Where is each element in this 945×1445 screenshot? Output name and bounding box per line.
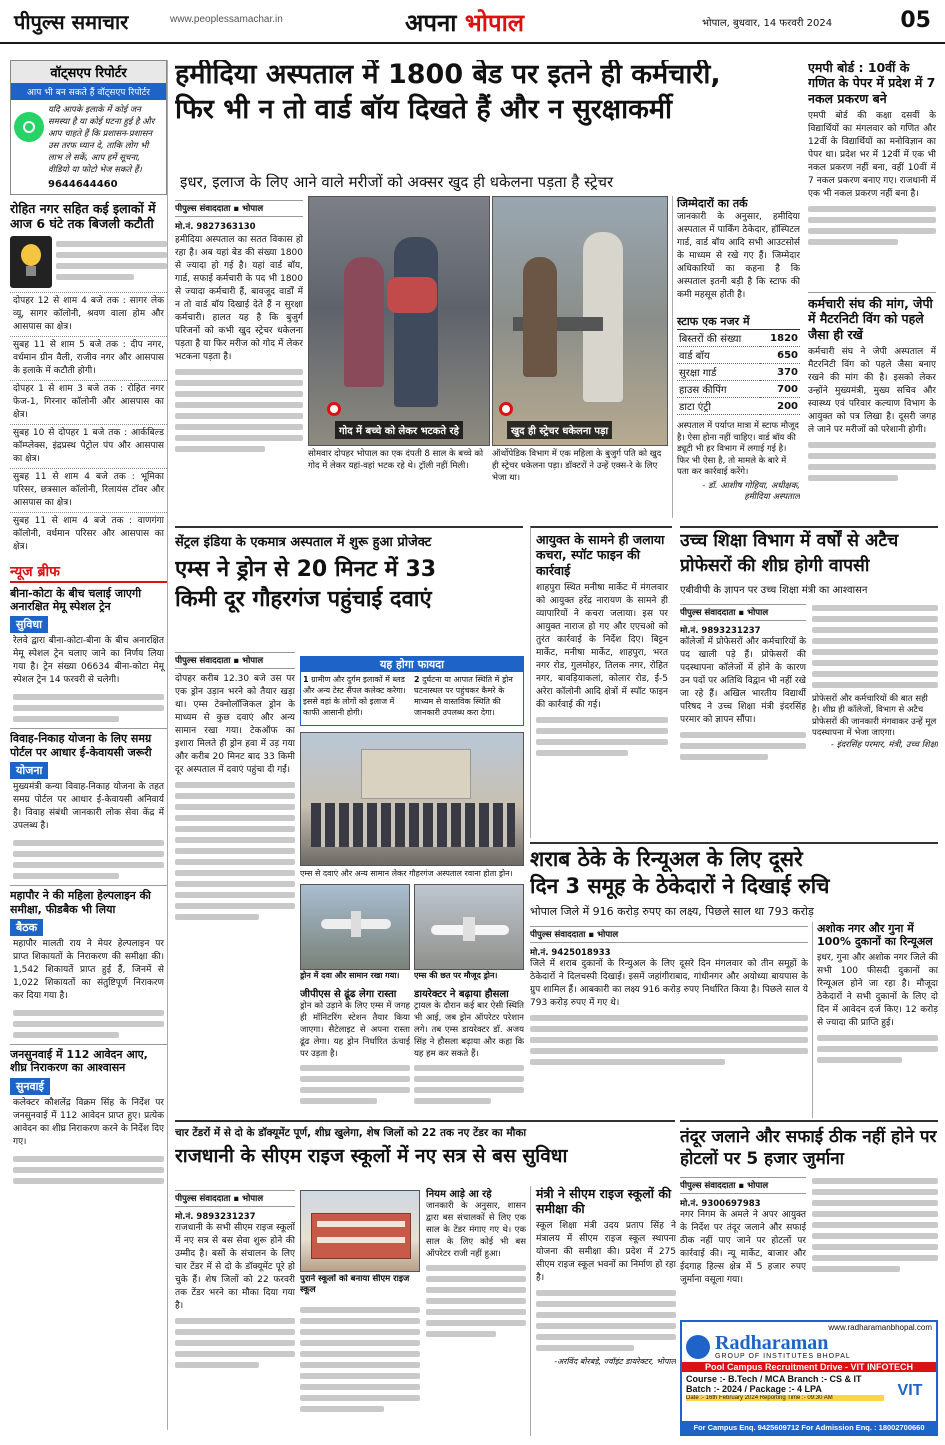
higher-edu-headline-line-2: प्रोफेसरों की शीघ्र होगी वापसी	[680, 555, 870, 576]
quote-attribution: - डॉ. आशीष गोहिया, अधीक्षक, हमीदिया अस्पताल	[702, 480, 800, 502]
news-brief	[10, 562, 167, 1184]
higher-edu-mobile: मो.नं. 9893231237	[680, 625, 761, 636]
aiims-body: दोपहर करीब 12.30 बजे उस पर एक ड्रोन उड़ान भरने को तैयार खड़ा था। एम्स टेक्नोलॉजिकल ड्रोन के माध्यम से कुछ दवाएं और अन्य सामान रखा गया। टेकऑफ का इशारा मिलते ही ड्रोन हवा में उड़ गया और करीब 20 मिनट बाद 33 किमी दूर अस्पताल में दवाएं पहुंचा दी गईं।	[175, 674, 295, 775]
bulb-icon	[10, 236, 52, 288]
advertisement[interactable]	[680, 1320, 938, 1436]
ad-batch: Batch :- 2024 / Package :- 4 LPA	[686, 1384, 822, 1394]
higher-edu-deck: एबीवीपी के ज्ञापन पर उच्च शिक्षा मंत्री का आश्वासन	[680, 584, 868, 596]
brief-headline: विवाह-निकाह योजना के लिए समग्र पोर्टल पर आधार ई-केवायसी जरूरी	[10, 732, 152, 759]
aiims-headline-line-2: किमी दूर गौहरगंज पहुंचाई दवाएं	[175, 586, 432, 612]
board-exam-headline: एमपी बोर्ड : 10वीं के गणित के पेपर में प्रदेश में 7 नकल प्रकरण बने	[808, 60, 936, 106]
review-body: स्कूल शिक्षा मंत्री उदय प्रताप सिंह ने मंत्रालय में सीएम राइज स्कूल स्थापना योजना की समीक्षा की। प्रदेश में 275 सीएम राइज स्कूल भवनों का निर्माण हो रहा है।	[536, 1220, 676, 1283]
quote-text: अस्पताल में पर्याप्त मात्रा में स्टाफ मौजूद है। ऐसा होना नहीं चाहिए। वार्ड बॉय की ड्यूटी भी हर विभाग में लगाई गई है। फिर भी ऐसा है, तो मामले के बारे में पता कर कार्रवाई करेंगे।	[677, 421, 799, 477]
board-exam-story	[808, 60, 936, 290]
brief-headline: बीना-कोटा के बीच चलाई जाएगी अनारक्षित मेमू स्पेशल ट्रेन	[10, 586, 142, 613]
liquor-headline-line-1: शराब ठेके के रिन्यूअल के लिए दूसरे	[530, 847, 803, 871]
lead-headline-line-2: फिर भी न तो वार्ड बॉय दिखते हैं और न सुरक्षाकर्मी	[175, 94, 673, 126]
aiims-headline-line-1: एम्स ने ड्रोन से 20 मिनट में 33	[175, 557, 437, 582]
sidebar-body: जानकारी के अनुसार, हमीदिया अस्पताल में पार्किंग ठेकेदार, हॉस्पिटल गार्ड, वार्ड बॉय आदि सभी आउटसोर्स के माध्यम से रखे गए हैं। जिम्मेदार अधिकारियों का कहना है कि अस्पताल इतनी बड़ी है कि स्टाफ की कमी महसूस होती है।	[677, 212, 800, 300]
lead-byline: पीपुल्स संवाददाता ▪ भोपाल	[175, 200, 303, 217]
cm-rise-headline: राजधानी के सीएम राइज स्कूलों में नए सत्र से बस सुविधा	[175, 1145, 568, 1167]
aiims-story-head	[175, 526, 523, 644]
brief-item	[10, 728, 167, 879]
left-column	[10, 60, 168, 1430]
pointer-dot	[499, 402, 513, 416]
quote-attribution: - इंदरसिंह परमार, मंत्री, उच्च शिक्षा	[830, 739, 938, 750]
benefit-number: 1	[303, 675, 309, 684]
brief-item	[10, 885, 167, 1038]
lead-headline	[175, 60, 795, 170]
cm-rise-byline: पीपुल्स संवाददाता ▪ भोपाल	[175, 1190, 295, 1207]
masthead	[0, 0, 945, 44]
brief-body: महापौर मालती राय ने मेयर हेल्पलाइन पर प्राप्त शिकायतों के निराकरण की समीक्षा की। 1,542 शिकायतें प्राप्त हुई हैं, जिनमें से 1,022 शिकायतों का संतुष्टिपूर्ण निराकरण कर दिया गया है।	[13, 938, 164, 1001]
page-number: 05	[900, 8, 931, 33]
liquor-side-body: इधर, गुना और अशोक नगर जिले की सभी 100 फीसदी दुकानों का रिन्यूअल होने जा रहा है। मौजूदा ठेकेदारों ने सभी दुकानों के लिए दो दिन में आवेदन दर्ज किए। 12 करोड़ से ज्यादा की प्राप्ति हुई।	[817, 952, 938, 1028]
crowd	[311, 803, 515, 847]
tandoor-story	[680, 1120, 938, 1318]
quote-box	[677, 421, 800, 504]
ad-date: Date :- 16th February 2024 Reporting Time :- 09:30 AM	[686, 1395, 884, 1401]
liquor-body-columns	[530, 922, 808, 1118]
higher-edu-body: कॉलेजों में प्रोफेसरों और कर्मचारियों के पद खाली पड़े हैं। प्रोफेसरों की पदस्थापना कॉलेजों में होने के कारण उन पदों पर अतिथि विद्वान भी नहीं रखे जा रहे हैं। अखिल भारतीय विद्यार्थी परिषद ने उच्च शिक्षा मंत्री इंदरसिंह परमार को ज्ञापन सौंपा।	[680, 636, 806, 725]
lead-sidebar	[672, 196, 800, 518]
school-photo	[300, 1190, 420, 1272]
lead-body: हमीदिया अस्पताल का सतत विकास हो रहा है। अब यहां बेड की संख्या 1800 से ज्यादा हो गई है। यहां वार्ड बॉय, गार्ड, सफाई कर्मचारी के पद भी 1800 से ज्यादा कर्मचारी हैं, बावजूद वार्डों में न तो वार्ड बॉय दिखाई देते हैं न सुरक्षा कर्मचारी। हालत यह है कि बुजुर्ग परिजनों को कभी खुद स्ट्रेचर धकेलना पड़ता है या फिर मरीज को गोद में लेकर भटकना पड़ता है।	[175, 235, 303, 362]
karmchari-body: कर्मचारी संघ ने जेपी अस्पताल में मैटरनिटी विंग को पहले जैसा बनाए रखने की मांग की है। इसको लेकर उन्होंने मुख्यमंत्री, मुख्य सचिव और स्वास्थ्य एवं परिवार कल्याण विभाग के आयुक्त को पत्र लिखा है। दूसरी जगह ले जाने पर मरीजों को परेशानी होगी।	[808, 346, 936, 435]
cm-rise-body: राजधानी के सभी सीएम राइज स्कूलों में नए सत्र से बस सेवा शुरू होने की उम्मीद है। बसों के संचालन के लिए चार टेंडर में से दो के डॉक्यूमेंट पूरे हो चुके हैं। शेष जिलों को 22 फरवरी तक टेंडर भरने का मौका दिया गया है।	[175, 1223, 295, 1311]
newspaper-logo: पीपुल्स समाचार	[14, 10, 129, 34]
drone-caption-2: एम्स की छत पर मौजूद ड्रोन।	[414, 971, 498, 980]
brief-tag: सुविधा	[10, 616, 48, 633]
power-cut-story	[10, 201, 167, 556]
table-row: हाउस कीपिंग 700	[677, 381, 800, 398]
lead-mobile: मो.नं. 9827363130	[175, 222, 256, 232]
person-figure	[344, 257, 384, 387]
news-brief-title: न्यूज ब्रीफ	[10, 562, 167, 583]
brief-headline: जनसुनवाई में 112 आवेदन आए, शीघ्र निराकरण का आश्वासन	[10, 1047, 148, 1075]
list-item: सुबह 11 से शाम 4 बजे तक : वाणगंगा कॉलोनी, वर्धमान परिसर और आसपास का क्षेत्र।	[10, 512, 167, 556]
garbage-headline: आयुक्त के सामने ही जलाया कचरा, स्पॉट फाइन की कार्रवाई	[536, 532, 665, 578]
ad-vit-logo: VIT	[897, 1382, 923, 1399]
liquor-deck: भोपाल जिले में 916 करोड़ रुपए का लक्ष्य, पिछले साल था 793 करोड़	[530, 905, 814, 918]
brief-body: रेलवे द्वारा बीना-कोटा-बीना के बीच अनारक्षित मेमू स्पेशल ट्रेन चलाए जाने का निर्णय लिया गया है। ट्रेन संख्या 06634 बीना-कोटा मेमू स्पेशल ट्रेन 14 फरवरी से चलेगी।	[13, 636, 164, 686]
cm-rise-body-column	[175, 1186, 295, 1436]
drone-photo-1	[300, 884, 410, 970]
lead-headline-line-1: हमीदिया अस्पताल में 1800 बेड पर इतने ही कर्मचारी,	[175, 60, 721, 90]
drone-photo-2	[414, 884, 524, 970]
table-row: डाटा एंट्री 200	[677, 398, 800, 415]
garbage-body: शाहपुरा स्थित मनीषा मार्केट में मंगलवार को आयुक्त हरेंद्र नारायण के सामने ही व्यापारियों ने कचरा जलाया। इस पर आयुक्त नाराज हो गए और एएचओ को तुरंत कार्रवाई के निर्देश दिए। बिट्टन मार्केट, मनीषा मार्केट, शाहपुरा, भरत नगर रोड, गुलमोहर, तिलक नगर, रोहित नगर, बावड़ियाकलां, कोलार रोड, ई-5 अरेरा कॉलोनी आदि क्षेत्रों में स्पॉट फाइन की कार्रवाई की गई।	[536, 582, 668, 710]
benefits-box	[300, 656, 524, 726]
brief-tag: योजना	[10, 762, 48, 779]
brief-tag: सुनवाई	[10, 1078, 50, 1095]
brief-body: मुख्यमंत्री कन्या विवाह-निकाह योजना के तहत समग्र पोर्टल पर आधार ई-केवायसी अनिवार्य है। विवाह संबंधी जानकारी लोक सेवा केंद्र में उपलब्ध है।	[13, 782, 164, 832]
liquor-mobile: मो.नं. 9425018933	[530, 948, 611, 958]
tandoor-mobile: मो.नं. 9300697983	[680, 1199, 761, 1210]
building	[361, 749, 471, 799]
power-cut-list	[10, 292, 167, 556]
aiims-group-photo	[300, 732, 524, 866]
higher-edu-story	[680, 526, 938, 838]
aiims-body-column	[175, 648, 295, 1158]
lead-body-column	[175, 196, 303, 518]
whatsapp-title: वॉट्सएप रिपोर्टर	[11, 61, 166, 83]
ad-course: Course :- B.Tech / MCA Branch :- CS & IT	[686, 1374, 862, 1384]
higher-edu-byline: पीपुल्स संवाददाता ▪ भोपाल	[680, 604, 806, 621]
benefit-number: 2	[414, 675, 420, 684]
benefit-item: ग्रामीण और दुर्गम इलाकों में ब्लड और अन्य टेस्ट सैंपल कलेक्ट करेगा। इससे वहां के लोगों को इलाज में काफी आसानी होगी।	[303, 675, 406, 717]
pointer-dot	[327, 402, 341, 416]
staff-table	[677, 330, 800, 415]
liquor-byline: पीपुल्स संवाददाता ▪ भोपाल	[530, 926, 808, 943]
person-figure	[394, 237, 438, 407]
aiims-col4-text: ट्रायल के दौरान कई बार ऐसी स्थिति भी आई, जब ड्रोन ऑपरेटर परेशान लगे। तब एम्स डायरेक्टर डॉ. अजय सिंह ने हौसला बढ़ाया और कहा कि यह हम कर सकते हैं।	[414, 1001, 524, 1059]
brief-tag: बैठक	[10, 919, 43, 936]
aiims-photo-caption: एम्स से दवाएं और अन्य सामान लेकर गौहरगंज अस्पताल रवाना होता ड्रोन।	[300, 869, 513, 878]
cm-rise-story-head	[175, 1120, 675, 1186]
power-cut-headline: रोहित नगर सहित कई इलाकों में आज 6 घंटे तक बिजली कटौती	[10, 201, 156, 232]
higher-edu-headline-line-1: उच्च शिक्षा विभाग में वर्षों से अटैच	[680, 531, 899, 551]
karmchari-story	[808, 292, 936, 518]
staff-title: स्टाफ एक नजर में	[677, 314, 800, 330]
whatsapp-body: यदि आपके इलाके में कोई जन समस्या है या कोई घटना हुई है और आप चाहते हैं कि प्रशासन-प्रशासन उस तरफ ध्यान दे, ताकि लोग भी लाभ ले सकें, आप हमें सूचना, वीडियो या फोटो भेज सकते हैं।	[48, 105, 155, 175]
website-url[interactable]: www.peoplessamachar.in	[170, 14, 283, 25]
brief-headline: महापौर ने की महिला हेल्पलाइन की समीक्षा, फीडबैक भी लिया	[10, 889, 151, 916]
lead-photo-1-caption: गोद में बच्चे को लेकर भटकते रहे	[335, 421, 463, 439]
brief-item	[10, 587, 167, 723]
lead-photo-2-text: ऑर्थोपेडिक विभाग में एक महिला के बुजुर्ग पति को खुद ही स्ट्रेचर धकेलना पड़ा। डॉक्टरों ने उन्हें एक्स-रे के लिए भेजा था।	[492, 449, 662, 483]
garbage-story	[530, 526, 672, 838]
person-figure	[523, 257, 557, 377]
benefit-item: दुर्घटना या आपात स्थिति में ड्रोन घटनास्थल पर पहुंचकर कैमरे के माध्यम से वास्तविक स्थिति की जानकारी उपलब्ध करा देगा।	[414, 675, 513, 717]
lead-photo-1-text: सोमवार दोपहर भोपाल का एक दंपती 8 साल के बच्चे को गोद में लेकर यहां-वहां भटक रहे थे। ट्रॉली नहीं मिली।	[308, 449, 484, 471]
ad-drive: Pool Campus Recruitment Drive - VIT INFOTECH	[682, 1362, 936, 1372]
list-item: दोपहर 12 से शाम 4 बजे तक : सागर लेक व्यू, सागर कॉलोनी, श्रवण वाला होम और आसपास का क्षेत्र।	[10, 292, 167, 336]
subhead-gps: जीपीएस से ढूंढ लेगा रास्ता	[300, 989, 397, 1000]
benefits-title: यह होगा फायदा	[301, 657, 523, 672]
cm-rise-review	[530, 1186, 676, 1436]
table-row: बिस्तरों की संख्या 1820	[677, 330, 800, 347]
aiims-byline: पीपुल्स संवाददाता ▪ भोपाल	[175, 652, 295, 669]
child-figure	[387, 277, 437, 313]
liquor-body: जिले में शराब दुकानों के रिन्युअल के लिए दूसरे दिन मंगलवार को तीन समूहों के ठेकेदारों ने दिलचस्पी दिखाई। इसमें जहांगीराबाद, गांधीनगर और अयोध्या बायपास के ग्रुप शामिल हैं। आबकारी का लक्ष्य 916 करोड़ रुपए निर्धारित किया है। पिछले साल ये 793 करोड़ रुपए में गए थे।	[530, 959, 808, 1008]
board-exam-body: एमपी बोर्ड की कक्षा दसवीं के विद्यार्थियों का मंगलवार को गणित और 12वीं के विद्यार्थियों का मनोविज्ञान का पेपर था। प्रदेश भर में 12वीं में एक भी नकल प्रकरण नहीं बना, वहीं 10वीं में 7 नकल प्रकरण बनाए गए। राजधानी में एक भी नकल प्रकरण नहीं बना है।	[808, 110, 936, 199]
higher-edu-quote	[812, 694, 938, 752]
sidebar-title: जिम्मेदारों का तर्क	[677, 197, 748, 210]
liquor-side-headline: अशोक नगर और गुना में 100% दुकानों का रिन्यूअल	[817, 922, 933, 949]
review-attribution: -अरविंद बोरबड़े, ज्वॉइंट डायरेक्टर, भोपाल	[554, 1356, 676, 1366]
cm-rise-col-3	[426, 1186, 526, 1436]
cm-rise-col-2	[300, 1302, 420, 1436]
cm-rise-mobile: मो.नं. 9893231237	[175, 1212, 256, 1222]
brief-item	[10, 1044, 167, 1184]
ad-brand: Radharaman	[715, 1332, 829, 1354]
review-headline: मंत्री ने सीएम राइज स्कूलों की समीक्षा की	[536, 1186, 672, 1217]
dateline: भोपाल, बुधवार, 14 फरवरी 2024	[702, 18, 833, 29]
cm-rise-subhead: नियम आड़े आ रहे	[426, 1189, 492, 1200]
brief-body: कलेक्टर कौशलेंद्र विक्रम सिंह के निर्देश पर जनसुनवाई में 112 आवेदन प्राप्त हुए। प्रत्येक आवेदन का शीघ्र निराकरण करने के निर्देश दिए गए।	[13, 1097, 164, 1147]
list-item: सुबह 11 से शाम 5 बजे तक : दीप नगर, वर्धमान ग्रीन वैली, राजीव नगर और आसपास के इलाके में कटौती होगी।	[10, 336, 167, 380]
lead-photo-2	[492, 196, 668, 446]
school-building	[311, 1213, 411, 1259]
school-photo-caption: पुराने स्कूलों को बनाया सीएम राइज स्कूल	[300, 1274, 410, 1295]
ad-logo-icon	[686, 1335, 710, 1359]
lead-photo-2-caption: खुद ही स्ट्रेचर धकेलना पड़ा	[507, 421, 612, 439]
table-row: सुरक्षा गार्ड 370	[677, 364, 800, 381]
tandoor-body: नगर निगम के अमले ने अपर आयुक्त के निर्देश पर तंदूर जलाने और सफाई ठीक नहीं पाए जाने पर होटलों पर कार्रवाई की। न्यू मार्केट, बाजार और ईदगाह हिल्स क्षेत्र में 5 हजार रुपए जुर्माना वसूला गया।	[680, 1210, 806, 1286]
cm-rise-kicker: चार टेंडरों में से दो के डॉक्यूमेंट पूर्ण, शीघ्र खुलेगा, शेष जिलों को 22 तक नए टेंडर का मौका	[175, 1127, 527, 1139]
ad-subbrand: GROUP OF INSTITUTES BHOPAL	[715, 1353, 851, 1360]
section-title: अपना भोपाल	[405, 9, 525, 37]
tandoor-headline: तंदूर जलाने और सफाई ठीक नहीं होने पर होटलों पर 5 हजार जुर्माना	[680, 1127, 937, 1170]
ad-url[interactable]: www.radharamanbhopal.com	[828, 1323, 932, 1332]
aiims-kicker: सेंट्रल इंडिया के एकमात्र अस्पताल में शुरू हुआ प्रोजेक्ट	[175, 535, 432, 550]
quote-text: प्रोफेसरों और कर्मचारियों की बात सही है। शीघ्र ही कॉलेजों, विभाग से अटैच प्रोफेसरों की जानकारी मंगवाकर उन्हें मूल पदस्थापना में भेजा जाएगा।	[812, 693, 937, 739]
ad-contact[interactable]: For Campus Enq. 9425609712 For Admission Enq. : 18002700660	[682, 1421, 936, 1434]
list-item: सुबह 10 से दोपहर 1 बजे तक : आर्कबिल्ड कॉम्प्लेक्स, इंद्रप्रस्थ पेट्रोल पंप और आसपास का क्षेत्र।	[10, 424, 167, 468]
karmchari-headline: कर्मचारी संघ की मांग, जेपी में मैटरनिटी विंग को पहले जैसा ही रखें	[808, 296, 933, 342]
liquor-sidebar	[812, 922, 938, 1118]
whatsapp-subtitle: आप भी बन सकते हैं वॉट्सएप रिपोर्टर	[11, 83, 166, 100]
cm-rise-col3-text: जानकारी के अनुसार, शासन द्वारा बस संचालकों से लिए एक साल के टेंडर मंगाए गए थे। एक साल के लिए कोई भी बस ऑपरेटर राजी नहीं हुआ।	[426, 1201, 526, 1259]
list-item: सुबह 11 से शाम 4 बजे तक : भूमिका परिसर, छत्रसाल कॉलोनी, रिलायंस टॉवर और आसपास का क्षेत्र।	[10, 468, 167, 512]
aiims-col3-text: ड्रोन को उड़ाने के लिए एम्स में जगह ही मॉनिटरिंग स्टेशन तैयार किया जाएगा। सैटेलाइट से अपना रास्ता ढूंढ लेगा। यह ड्रोन निर्धारित ऊंचाई पर उड़ता है।	[300, 1001, 410, 1059]
drone-caption-1: ड्रोन में दवा और सामान रखा गया।	[300, 971, 400, 980]
subhead-director: डायरेक्टर ने बढ़ाया हौसला	[414, 989, 509, 1000]
lead-photo-1	[308, 196, 490, 446]
table-row: वार्ड बॉय 650	[677, 347, 800, 364]
whatsapp-box	[10, 60, 167, 195]
list-item: दोपहर 1 से शाम 3 बजे तक : रोहित नगर फेज-1, गिरनार कॉलोनी और आसपास का क्षेत्र।	[10, 380, 167, 424]
whatsapp-icon	[14, 112, 44, 142]
lead-deck: इधर, इलाज के लिए आने वाले मरीजों को अक्सर खुद ही धकेलना पड़ता है स्ट्रेचर	[180, 173, 614, 191]
liquor-headline-line-2: दिन 3 समूह के ठेकेदारों ने दिखाई रुचि	[530, 873, 830, 898]
tandoor-byline: पीपुल्स संवाददाता ▪ भोपाल	[680, 1177, 806, 1194]
whatsapp-phone[interactable]: 9644644460	[48, 179, 118, 190]
